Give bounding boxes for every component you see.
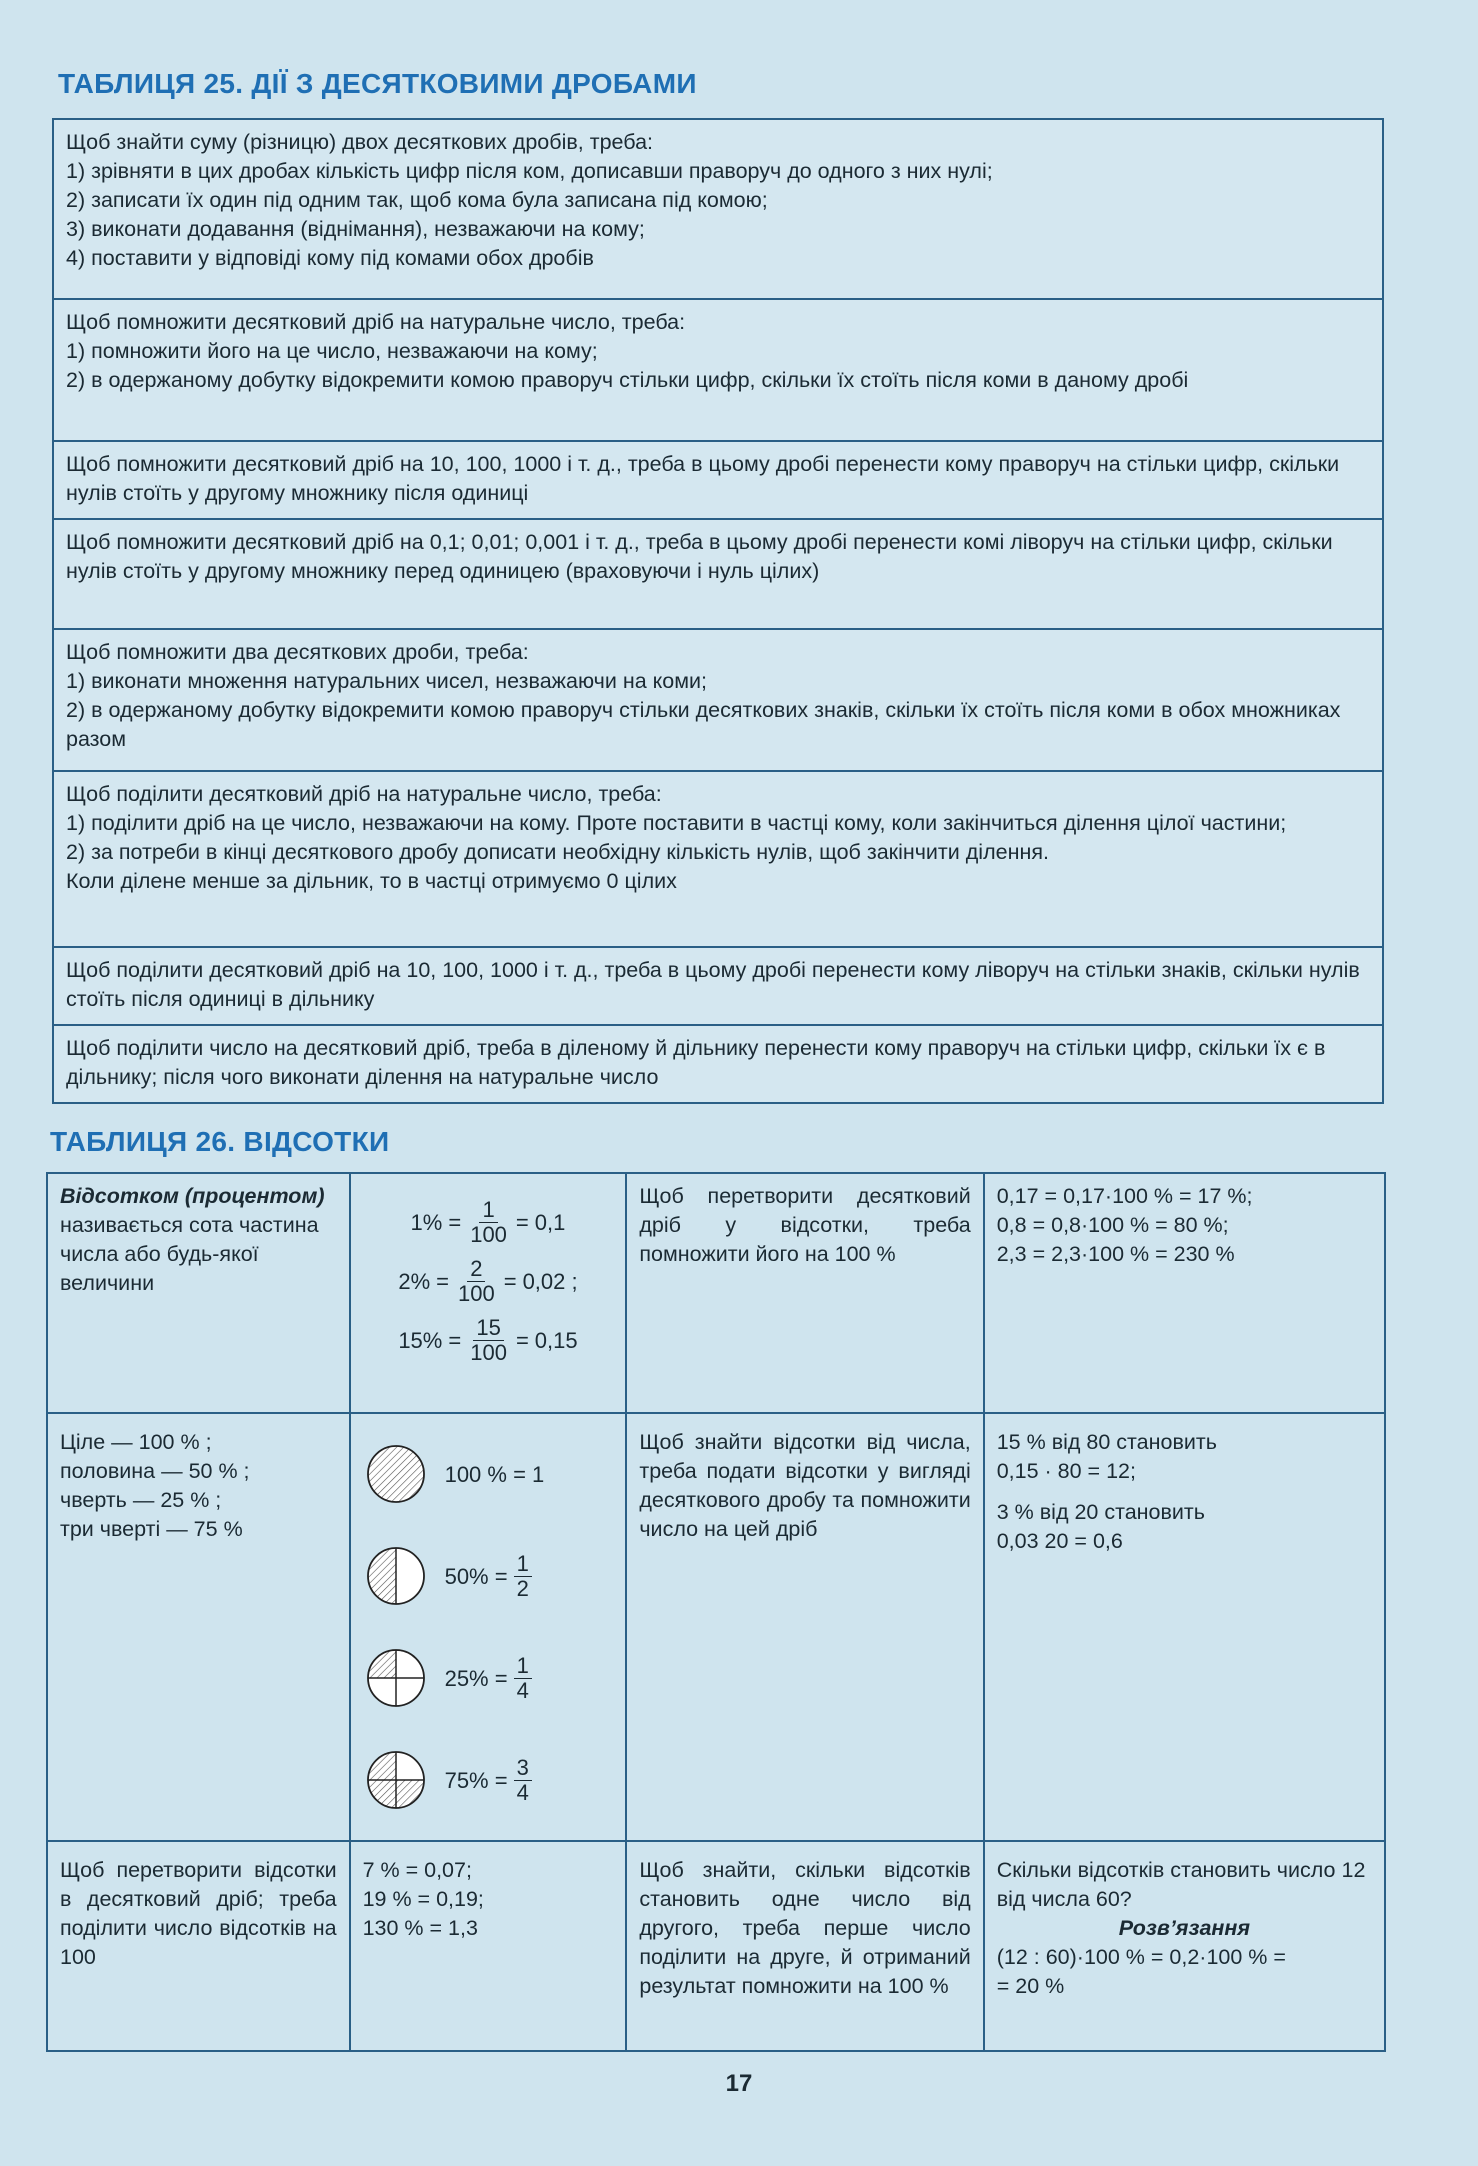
- rule-line: 4) поставити у відповіді кому під комами обох дробів: [66, 246, 594, 270]
- rule-line: 2) в одержаному добутку відокремити комою праворуч стільки цифр, скільки їх стоїть після коми в даному дробі: [66, 368, 1189, 392]
- fraction-example: 15% = $\frac{15}{100}$ = 0,15: [398, 1315, 578, 1365]
- rule-line: 2) за потреби в кінці десяткового дробу дописати необхідну кількість нулів, щоб закінчити ділення.: [66, 840, 1049, 864]
- table-row: [47, 1413, 1385, 1841]
- fraction-lhs: 15%: [398, 1328, 443, 1353]
- convert-to-pct-rule: [626, 1173, 983, 1413]
- fraction-den: 4: [516, 1779, 529, 1805]
- table-row: [53, 441, 1383, 519]
- rule-cell: [53, 441, 1383, 519]
- rule-cell: [53, 771, 1383, 947]
- example-line: 0,8 = 0,8·100 % = 80 %;: [996, 1213, 1229, 1237]
- table-row: [53, 519, 1383, 629]
- example-line: 2,3 = 2,3·100 % = 230 %: [996, 1242, 1235, 1266]
- pie-label-text: 25% =: [444, 1665, 508, 1691]
- find-pct-examples: [984, 1413, 1385, 1841]
- ratio-rule: [626, 1841, 983, 2051]
- rule-text: Щоб знайти відсотки від числа, треба подати відсотки у вигляді десяткового дробу та помножити число на цей дріб: [639, 1430, 971, 1541]
- ratio-example: [984, 1841, 1385, 2051]
- definition-text: називається сота частина числа або будь-якої величини: [60, 1213, 319, 1295]
- pie-row: [365, 1530, 620, 1622]
- pie-label: [445, 1460, 545, 1489]
- rule-cell: [53, 1025, 1383, 1103]
- definition-term: Відсотком (процентом): [60, 1184, 325, 1208]
- table25-title: ТАБЛИЦЯ 25. ДІЇ З ДЕСЯТКОВИМИ ДРОБАМИ: [58, 68, 697, 99]
- solution-line: (12 : 60)·100 % = 0,2·100 % =: [996, 1945, 1286, 1969]
- find-pct-rule: [626, 1413, 983, 1841]
- rule-line: 3) виконати додавання (віднімання), незважаючи на кому;: [66, 217, 645, 241]
- parts-cell: [47, 1413, 350, 1841]
- fraction-num: 1: [514, 1552, 532, 1577]
- example-line: 3 % від 20 становить: [996, 1500, 1205, 1524]
- question: Скільки відсотків становить число 12 від числа 60?: [996, 1858, 1366, 1911]
- pies-cell: [350, 1413, 627, 1841]
- rule-line: Щоб поділити число на десятковий дріб, треба в діленому й дільнику перенести кому праворуч на стільки цифр, скільки їх є в дільнику; після чого виконати ділення на натуральне число: [66, 1036, 1326, 1089]
- table-row: [47, 1841, 1385, 2051]
- pie-label: [445, 1756, 532, 1805]
- pie-chart: [365, 1647, 427, 1709]
- table26-title: ТАБЛИЦЯ 26. ВІДСОТКИ: [50, 1126, 390, 1157]
- example-line: 0,17 = 0,17·100 % = 17 %;: [996, 1184, 1253, 1208]
- fraction-den: 100: [470, 1222, 507, 1247]
- fraction-example: 1% = $\frac{1}{100}$ = 0,1: [410, 1197, 566, 1247]
- rule-cell: [53, 119, 1383, 299]
- rule-line: 1) зрівняти в цих дробах кількість цифр після ком, дописавши праворуч до одного з них нулі;: [66, 159, 993, 183]
- pie-label-text: 75% =: [444, 1767, 508, 1793]
- example-line: 0,15 · 80 = 12;: [996, 1459, 1136, 1483]
- pie-label-text: 100 % = 1: [444, 1461, 545, 1487]
- example-line: 19 % = 0,19;: [362, 1887, 484, 1911]
- pie-chart: [365, 1749, 427, 1811]
- fraction-den: 100: [457, 1281, 495, 1306]
- rule-cell: [53, 299, 1383, 441]
- fraction-rhs: 0,1: [534, 1210, 566, 1235]
- fraction-num: 1: [479, 1198, 497, 1223]
- fraction-den: 2: [516, 1575, 529, 1601]
- pie-chart: [365, 1443, 427, 1505]
- example-line: 0,03 20 = 0,6: [996, 1529, 1123, 1553]
- rule-line: Щоб помножити два десяткових дроби, треба:: [66, 640, 529, 664]
- pie-shaded-slice: [368, 1548, 396, 1604]
- part-line: чверть — 25 % ;: [60, 1488, 222, 1512]
- rule-line: Щоб поділити десятковий дріб на 10, 100, 1000 і т. д., треба в цьому дробі перенести кому ліворуч на стільки знаків, скільки нулів стоїть після одиниці в дільнику: [66, 958, 1360, 1011]
- fraction-num: 1: [514, 1654, 532, 1679]
- fraction-den: 100: [470, 1340, 507, 1365]
- pct-to-dec-examples: [350, 1841, 627, 2051]
- rule-line: 2) в одержаному добутку відокремити комою праворуч стільки десяткових знаків, скільки їх стоїть після коми в обох множниках разом: [66, 698, 1341, 751]
- rule-line: 1) виконати множення натуральних чисел, незважаючи на коми;: [66, 669, 708, 693]
- table-row: [53, 771, 1383, 947]
- pie-row: [365, 1428, 620, 1520]
- pie-label: [445, 1654, 532, 1703]
- rule-cell: [53, 629, 1383, 771]
- fraction-den: 4: [516, 1677, 529, 1703]
- solution-line: = 20 %: [996, 1974, 1065, 1998]
- table-row: [53, 119, 1383, 299]
- part-line: Ціле — 100 % ;: [60, 1430, 212, 1454]
- rule-line: Щоб помножити десятковий дріб на 0,1; 0,01; 0,001 і т. д., треба в цьому дробі перенести комі ліворуч на стільки цифр, скільки нулів стоїть у другому множнику перед одиницею (враховуючи і нуль цілих): [66, 530, 1333, 583]
- pie-chart: [365, 1545, 427, 1607]
- fraction-num: 15: [473, 1316, 503, 1341]
- rule-line: 1) поділити дріб на це число, незважаючи на кому. Проте поставити в частці кому, коли закінчиться ділення цілої частини;: [66, 811, 1287, 835]
- rule-line: Щоб поділити десятковий дріб на натуральне число, треба:: [66, 782, 662, 806]
- pie-label-text: 50% =: [444, 1563, 508, 1589]
- rule-line: Коли ділене менше за дільник, то в частці отримуємо 0 цілих: [66, 869, 677, 893]
- table-row: [53, 299, 1383, 441]
- table-row: [47, 1173, 1385, 1413]
- example-line: 7 % = 0,07;: [362, 1858, 472, 1882]
- solution-label: Розв’язання: [1118, 1916, 1251, 1940]
- rule-cell: [53, 947, 1383, 1025]
- example-line: 15 % від 80 становить: [996, 1430, 1217, 1454]
- fraction-num: 2: [467, 1257, 485, 1282]
- rule-line: Щоб помножити десятковий дріб на натуральне число, треба:: [66, 310, 686, 334]
- pct-to-dec-rule: [47, 1841, 350, 2051]
- pie-label: [445, 1552, 532, 1601]
- table-row: [53, 947, 1383, 1025]
- pie-row: [365, 1632, 620, 1724]
- pie-row: [365, 1734, 620, 1826]
- part-line: три чверті — 75 %: [60, 1517, 243, 1541]
- rule-cell: [53, 519, 1383, 629]
- table-row: [53, 1025, 1383, 1103]
- fraction-example: 2% = $\frac{2}{100}$ = 0,02 ;: [398, 1256, 578, 1306]
- convert-to-pct-examples: [984, 1173, 1385, 1413]
- rule-line: Щоб знайти суму (різницю) двох десяткових дробів, треба:: [66, 130, 653, 154]
- rule-line: 2) записати їх один під одним так, щоб кома була записана під комою;: [66, 188, 768, 212]
- part-line: половина — 50 % ;: [60, 1459, 250, 1483]
- fraction-num: 3: [514, 1756, 532, 1781]
- definition-examples-cell: [350, 1173, 627, 1413]
- rule-line: Щоб помножити десятковий дріб на 10, 100, 1000 і т. д., треба в цьому дробі перенести кому праворуч на стільки цифр, скільки нулів стоїть у другому множнику після одиниці: [66, 452, 1340, 505]
- rule-text: Щоб перетворити десятковий дріб у відсотки, треба помножити його на 100 %: [639, 1184, 971, 1266]
- table25: [52, 118, 1384, 1104]
- fraction-lhs: 1%: [410, 1210, 443, 1235]
- page-number: 17: [725, 2070, 753, 2097]
- example-line: 130 % = 1,3: [362, 1916, 478, 1940]
- definition-cell: [47, 1173, 350, 1413]
- fraction-rhs: 0,02 ;: [522, 1269, 578, 1294]
- rule-text: Щоб знайти, скільки відсотків становить одне число від другого, треба перше число поділити на друге, й отриманий результат помножити на 100 %: [639, 1858, 971, 1998]
- rule-text: Щоб перетворити відсотки в десятковий дріб; треба поділити число відсотків на 100: [60, 1858, 337, 1969]
- table-row: [53, 629, 1383, 771]
- rule-line: 1) помножити його на це число, незважаючи на кому;: [66, 339, 598, 363]
- table26: [46, 1172, 1386, 2052]
- fraction-rhs: 0,15: [534, 1328, 578, 1353]
- fraction-lhs: 2%: [398, 1269, 431, 1294]
